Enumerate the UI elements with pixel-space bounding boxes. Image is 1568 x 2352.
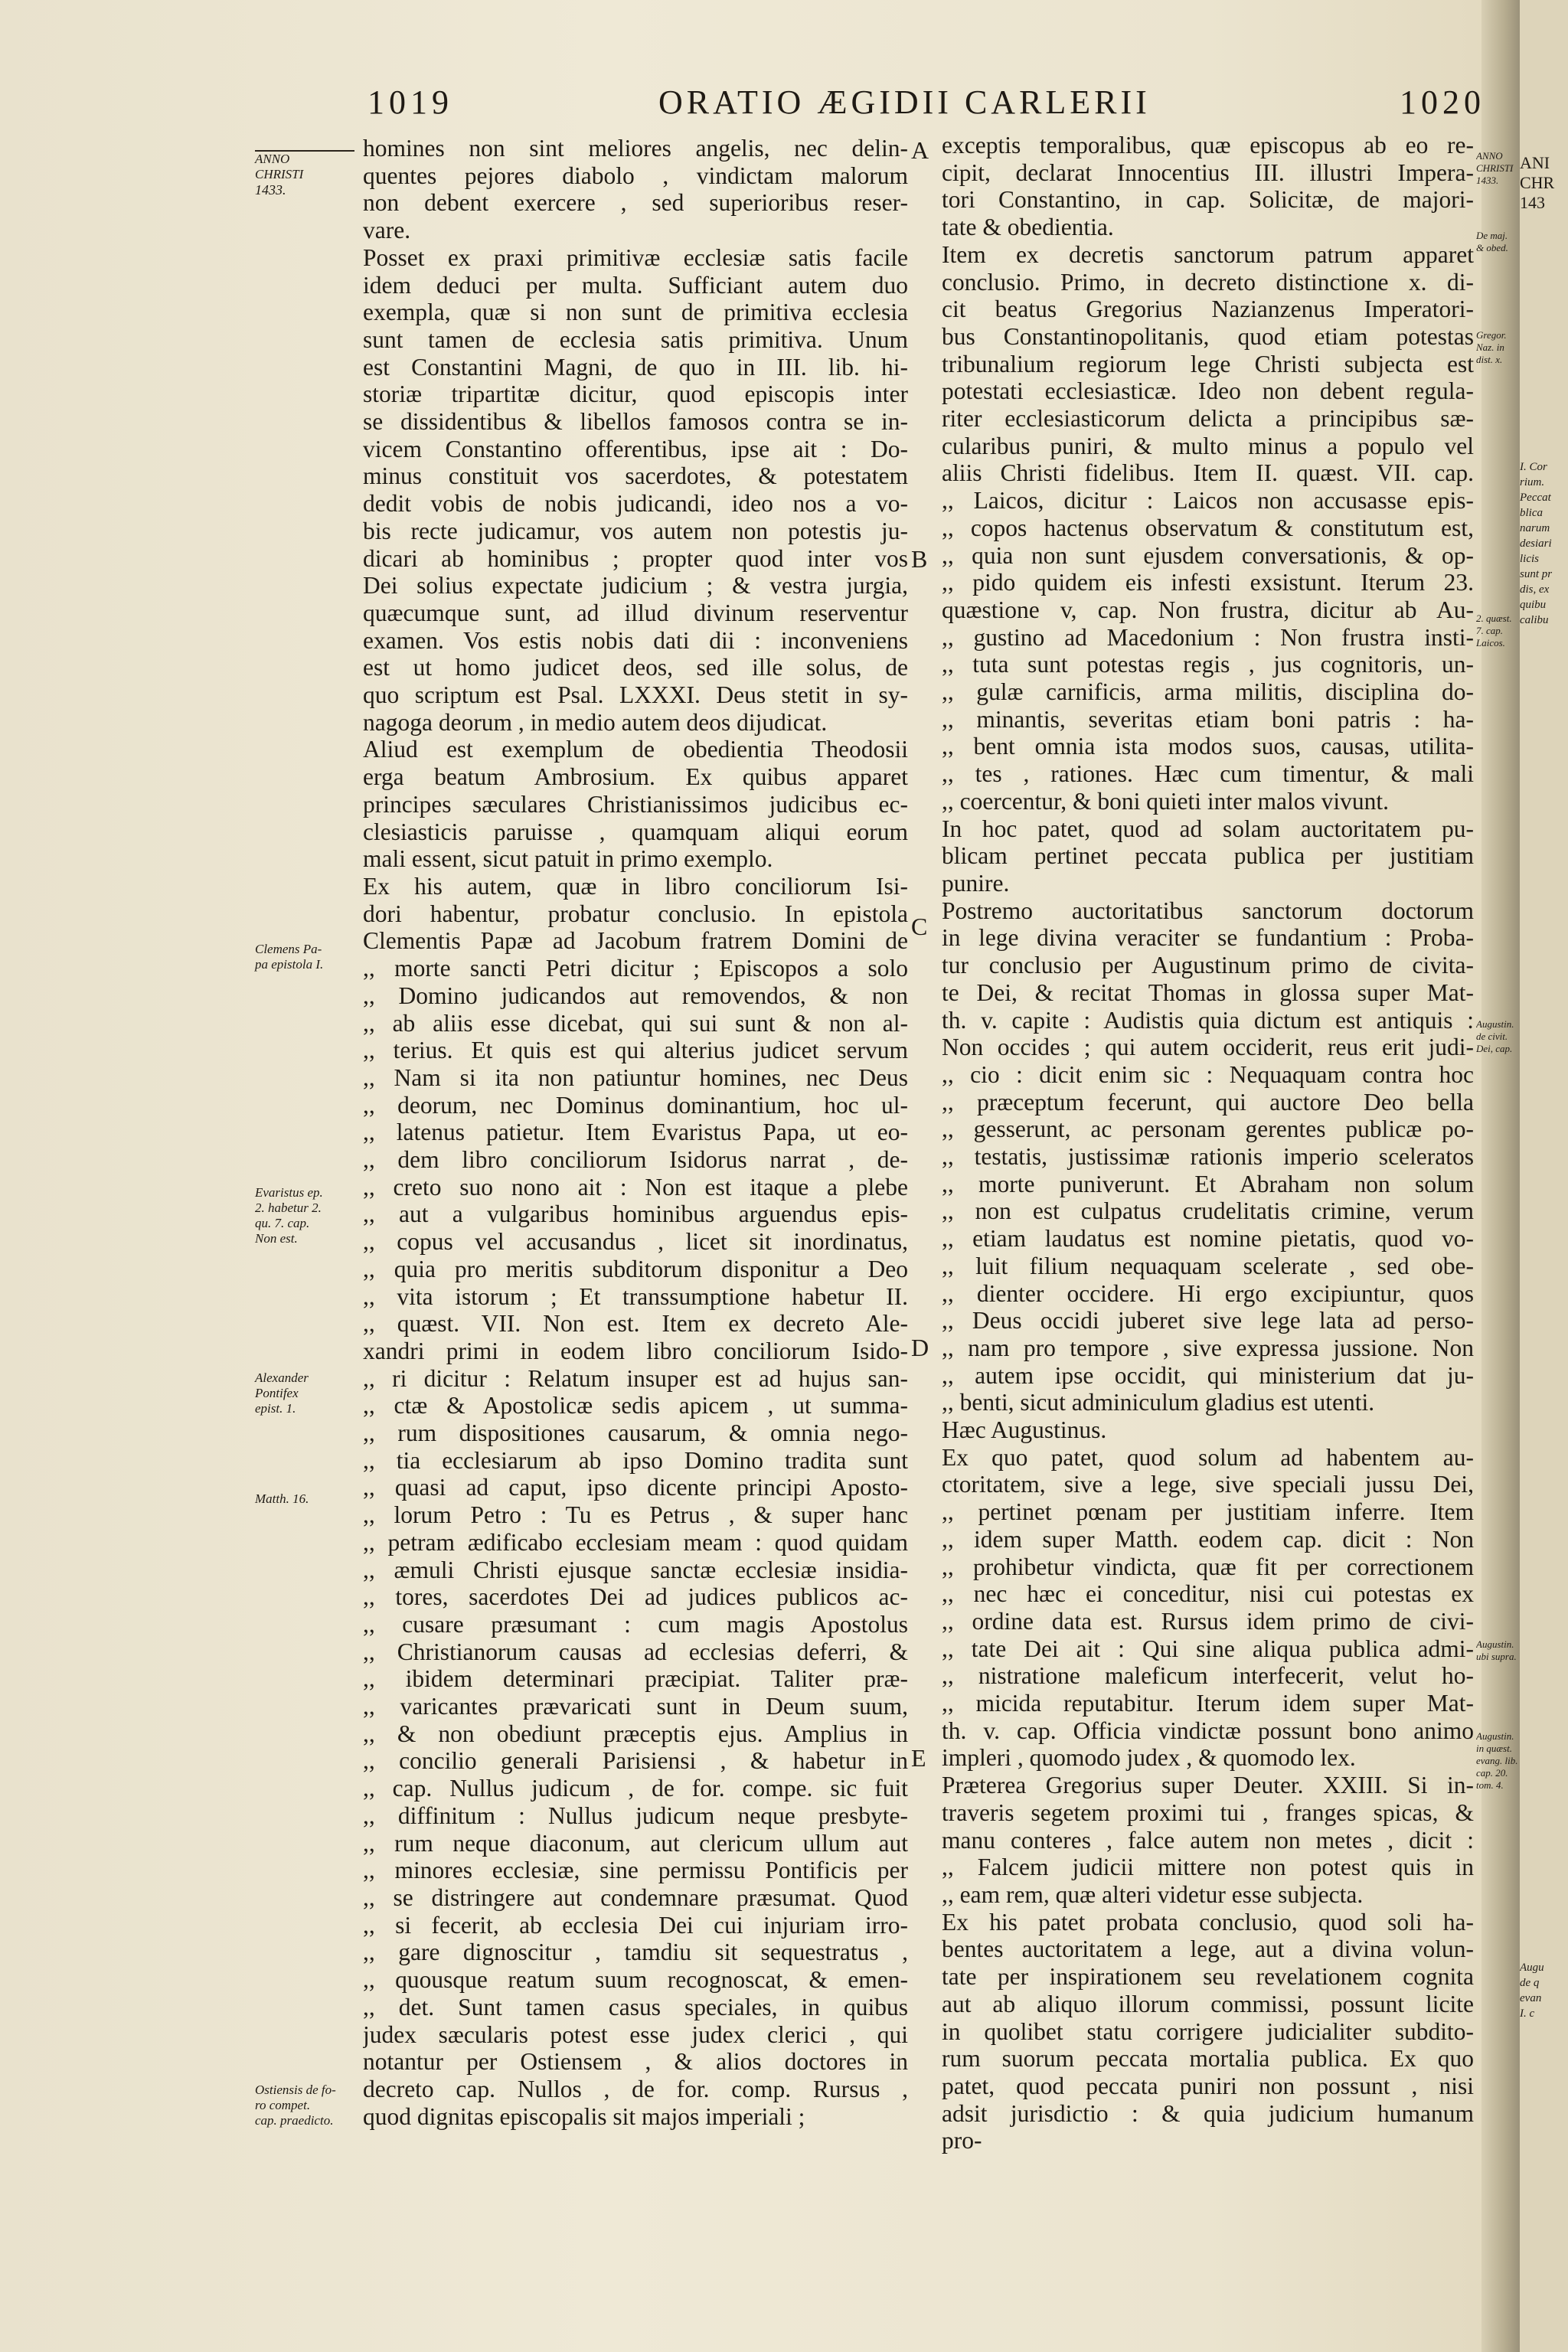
text-line: ,, minantis, severitas etiam boni patris : ha- xyxy=(942,705,1474,733)
text-line: ,, petram ædificabo ecclesiam meam : quod quidam xyxy=(363,1528,908,1556)
margin-note: De maj. & obed. xyxy=(1476,230,1508,253)
text-line: ,, concilio generali Parisiensi , & habetur in xyxy=(363,1747,908,1775)
margin-note: Gregor. Naz. in dist. x. xyxy=(1476,329,1507,365)
text-line: exceptis temporalibus, quæ episcopus ab eo re- xyxy=(942,132,1474,158)
page-number-left: 1019 xyxy=(368,83,453,121)
text-line: cipit, declarat Innocentius III. illustri Impera- xyxy=(942,158,1474,186)
text-line: ,, Nam si ita non patiuntur homines, nec Deus xyxy=(363,1063,908,1091)
text-line: ,, & non obediunt præceptis ejus. Amplius in xyxy=(363,1720,908,1747)
text-line: ,, nam pro tempore , sive expressa jussione. Non xyxy=(942,1334,1474,1361)
section-letter-a: A xyxy=(911,136,929,164)
section-letter-c: C xyxy=(911,913,928,940)
text-line: riter ecclesiasticorum delicta a principibus sæ- xyxy=(942,405,1474,433)
text-line: Ex his patet probata conclusio, quod soli ha- xyxy=(942,1908,1474,1936)
anno-line: 1433. xyxy=(255,182,286,198)
running-title: ORATIO ÆGIDII CARLERII xyxy=(658,83,1151,121)
text-line: ,, dem libro conciliorum Isidorus narrat , de- xyxy=(363,1146,908,1174)
text-line: homines non sint meliores angelis, nec delin- xyxy=(363,135,908,162)
text-line: ,, varicantes prævaricati sunt in Deum suum, xyxy=(363,1693,908,1720)
next-page-anno xyxy=(1520,153,1568,213)
text-line: ,, cio : dicit enim sic : Nequaquam contra hoc xyxy=(942,1060,1474,1088)
text-line: notantur per Ostiensem , & alios doctores in xyxy=(363,2048,908,2076)
text-line: Præterea Gregorius super Deuter. XXIII. Si in- xyxy=(942,1772,1474,1799)
text-line: ,, minores ecclesiæ, sine permissu Pontificis per xyxy=(363,1857,908,1884)
text-line: th. v. capite : Audistis quia dictum est antiquis : xyxy=(942,1006,1474,1034)
text-line: ,, latenus patietur. Item Evaristus Papa, ut eo- xyxy=(363,1119,908,1146)
text-line: est Constantini Magni, de quo in III. lib. hi- xyxy=(363,353,908,381)
text-line: tori Constantino, in cap. Solicitæ, de majori- xyxy=(942,186,1474,214)
text-line: ,, tate Dei ait : Qui sine aliqua publica admi- xyxy=(942,1635,1474,1662)
text-line: ,, Christianorum causas ad ecclesias deferri, & xyxy=(363,1638,908,1665)
text-line: ,, eam rem, quæ alteri videtur esse subjecta. xyxy=(942,1881,1364,1908)
text-line: pro- xyxy=(942,2127,982,2154)
text-line: tate & obedientia. xyxy=(942,214,1114,241)
text-line: punire. xyxy=(942,869,1010,897)
text-line: ,, dienter occidere. Hi ergo excipiuntur, quos xyxy=(942,1279,1474,1307)
text-line: decreto cap. Nullos , de for. comp. Rursus , xyxy=(363,2075,908,2102)
text-line: ,, testatis, justissimæ rationis imperio sceleratos xyxy=(942,1143,1474,1171)
text-line: ,, pido quidem eis infesti exsistunt. Iterum 23. xyxy=(942,569,1474,596)
text-line: quo scriptum est Psal. LXXXI. Deus stetit in sy- xyxy=(363,681,908,709)
text-line: sunt tamen de ecclesia satis primitiva. Unum xyxy=(363,325,908,353)
next-page-anno-line: CHR xyxy=(1520,173,1555,192)
margin-note: 2. quæst. 7. cap. Laicos. xyxy=(1476,612,1512,648)
margin-note: Augustin. ubi supra. xyxy=(1476,1638,1517,1662)
text-line: quæstione v, cap. Non frustra, dicitur ab Au- xyxy=(942,596,1474,623)
text-line: ,, tia ecclesiarum ab ipso Domino tradita sunt xyxy=(363,1446,908,1474)
margin-note: Clemens Pa- pa epistola I. xyxy=(255,942,324,972)
text-line: ,, rum dispositiones causarum, & omnia nego- xyxy=(363,1419,908,1447)
text-line: Aliud est exemplum de obedientia Theodosii xyxy=(363,736,908,763)
text-line: ,, Laicos, dicitur : Laicos non accusasse epis- xyxy=(942,487,1474,514)
text-line: dedit vobis de nobis judicandi, ideo nos a vo- xyxy=(363,490,908,518)
text-line: ,, creto suo nono ait : Non est itaque a plebe xyxy=(363,1173,908,1200)
text-line: Ex his autem, quæ in libro conciliorum Isi- xyxy=(363,872,908,900)
text-line: ,, non est culpatus crudelitatis crimine, verum xyxy=(942,1197,1474,1225)
text-line: Hæc Augustinus. xyxy=(942,1416,1107,1444)
text-line: ,, prohibetur vindicta, quæ fit per correctionem xyxy=(942,1553,1474,1580)
page-number-right: 1020 xyxy=(1400,83,1485,121)
text-line: clesiasticis paruisse , quamquam aliqui eorum xyxy=(363,818,908,845)
text-line: th. v. cap. Officia vindictæ possunt bono animo xyxy=(942,1717,1474,1744)
text-line: Postremo auctoritatibus sanctorum doctorum xyxy=(942,897,1474,924)
text-line: ,, quasi ad caput, ipso dicente principi Aposto- xyxy=(363,1474,908,1501)
text-line: ,, se distringere aut condemnare præsumat. Quod xyxy=(363,1884,908,1911)
text-line: quentes pejores diabolo , vindictam malorum xyxy=(363,162,908,189)
text-line: ,, aut a vulgaribus hominibus arguendus epis- xyxy=(363,1200,908,1228)
text-line: examen. Vos estis nobis dati dii : inconveniens xyxy=(363,626,908,654)
text-line: traveris segetem proximi tui , franges spicas, & xyxy=(942,1798,1474,1826)
text-line: ,, ibidem determinari præcipiat. Taliter præ- xyxy=(363,1665,908,1693)
text-line: ,, nec hæc ei conceditur, nisi cui potestas ex xyxy=(942,1580,1474,1608)
text-line: ,, lorum Petro : Tu es Petrus , & super hanc xyxy=(363,1501,908,1529)
text-line: minus constituit vos sacerdotes, & potestatem xyxy=(363,462,908,490)
margin-note: Augustin. de civit. Dei, cap. xyxy=(1476,1018,1514,1054)
text-line: ,, diffinitum : Nullus judicum neque presbyte- xyxy=(363,1802,908,1829)
text-line: principes sæculares Christianissimos judicibus ec- xyxy=(363,790,908,818)
text-line: bus Constantinopolitanis, quod etiam potestas xyxy=(942,322,1474,350)
text-line: ,, præceptum fecerunt, qui auctore Deo bella xyxy=(942,1088,1474,1116)
text-line: tribunalium regiorum lege Christi subjecta est xyxy=(942,350,1474,377)
text-line: ,, gare dignoscitur , tamdiu sit sequestratus , xyxy=(363,1939,908,1966)
text-line: bis recte judicamur, vos autem non potestis ju- xyxy=(363,517,908,544)
text-line: in quolibet statu corrigere judicialiter subdito- xyxy=(942,2017,1474,2045)
text-line: cit beatus Gregorius Nazianzenus Imperatori- xyxy=(942,296,1474,323)
text-line: tur conclusio per Augustinum primo de civita- xyxy=(942,952,1474,979)
text-line: ,, morte puniverunt. Et Abraham non solum xyxy=(942,1170,1474,1197)
text-line: tate per inspirationem seu revelationem cognita xyxy=(942,1963,1474,1991)
text-line: ,, idem super Matth. eodem cap. dicit : Non xyxy=(942,1525,1474,1553)
text-line: Non occides ; qui autem occiderit, reus erit judi- xyxy=(942,1034,1474,1061)
text-line: quod dignitas episcopalis sit majos imperiali ; xyxy=(363,2102,805,2130)
text-line: ,, æmuli Christi ejusque sanctæ ecclesiæ insidia- xyxy=(363,1556,908,1583)
margin-note: Alexander Pontifex epist. 1. xyxy=(255,1370,309,1416)
text-line: ,, deorum, nec Dominus dominantium, hoc ul- xyxy=(363,1091,908,1119)
text-line: manu conteres , falce autem non metes , dicit : xyxy=(942,1826,1474,1854)
text-line: ,, tes , rationes. Hæc cum timentur, & mali xyxy=(942,760,1474,788)
margin-note: Augu de q evan I. c xyxy=(1520,1962,1544,2020)
text-line: ,, copos hactenus observatum & constitutum est, xyxy=(942,514,1474,541)
text-line: ,, nistratione maleficum interfecerit, velut ho- xyxy=(942,1662,1474,1690)
text-line: ,, gulæ carnificis, arma militis, disciplina do- xyxy=(942,678,1474,706)
text-line: bentes auctoritatem a lege, aut a divina volun- xyxy=(942,1936,1474,1963)
text-line: exempla, quæ si non sunt de primitiva ecclesia xyxy=(363,299,908,326)
text-line: storiæ tripartitæ dicitur, quod episcopis inter xyxy=(363,381,908,408)
text-line: ,, ab aliis esse dicebat, qui sui sunt & non al- xyxy=(363,1009,908,1037)
text-line: te Dei, & recitat Thomas in glossa super Mat- xyxy=(942,978,1474,1006)
text-line: vare. xyxy=(363,217,411,244)
text-line: aliis Christi fidelibus. Item II. quæst. VII. cap. xyxy=(942,459,1474,487)
text-line: xandri primi in eodem libro conciliorum Isido- xyxy=(363,1337,908,1364)
margin-note: Ostiensis de fo- ro compet. cap. praedicto. xyxy=(255,2082,336,2128)
anno-line: ANNO xyxy=(255,152,290,166)
text-line: ,, bent omnia ista modos suos, causas, utilita- xyxy=(942,733,1474,760)
text-line: Posset ex praxi primitivæ ecclesiæ satis facile xyxy=(363,243,908,271)
left-text-column xyxy=(363,135,908,2130)
text-line: potestati ecclesiasticæ. Ideo non debent regula- xyxy=(942,377,1474,405)
margin-note: Evaristus ep. 2. habetur 2. qu. 7. cap. Non est. xyxy=(255,1185,323,1246)
text-line: mali essent, sicut patuit in primo exemplo. xyxy=(363,845,773,873)
text-line: ,, copus vel accusandus , licet sit inordinatus, xyxy=(363,1228,908,1256)
text-line: ,, si fecerit, ab ecclesia Dei cui injuriam irro- xyxy=(363,1911,908,1939)
text-line: ,, tuta sunt potestas regis , jus cognitoris, un- xyxy=(942,651,1474,678)
text-line: conclusio. Primo, in decreto distinctione x. di- xyxy=(942,268,1474,296)
text-line: ,, gustino ad Macedonium : Non frustra insti- xyxy=(942,623,1474,651)
text-line: non debent exercere , sed superioribus reser- xyxy=(363,189,908,217)
text-line: blicam pertinet peccata publica per justitiam xyxy=(942,842,1474,870)
text-line: judex sæcularis potest esse judex clerici , qui xyxy=(363,2020,908,2048)
text-line: aut ab aliquo illorum commissi, possunt licite xyxy=(942,1990,1474,2017)
text-line: ,, autem ipse occidit, qui ministerium dat ju- xyxy=(942,1361,1474,1389)
text-line: ,, quia non sunt ejusdem conversationis, & op- xyxy=(942,541,1474,569)
text-line: ,, tores, sacerdotes Dei ad judices publicos ac- xyxy=(363,1583,908,1611)
text-line: ,, morte sancti Petri dicitur ; Episcopos a solo xyxy=(363,955,908,982)
text-line: ,, ordine data est. Rursus idem primo de civi- xyxy=(942,1607,1474,1635)
text-line: est ut homo judicet deos, sed ille solus, de xyxy=(363,654,908,681)
text-line: dori habentur, probatur conclusio. In epistola xyxy=(363,900,908,927)
text-line: idem deduci per multa. Sufficiant autem duo xyxy=(363,271,908,299)
text-line: ,, quæst. VII. Non est. Item ex decreto Ale- xyxy=(363,1310,908,1338)
text-line: impleri , quomodo judex , & quomodo lex. xyxy=(942,1744,1356,1772)
text-line: ,, micida reputabitur. Iterum idem super Mat- xyxy=(942,1690,1474,1717)
text-line: ,, ctæ & Apostolicæ sedis apicem , ut summa- xyxy=(363,1392,908,1419)
margin-note: Augustin. in quæst. evang. lib. cap. 20. tom. 4. xyxy=(1476,1730,1518,1791)
margin-note: Matth. 16. xyxy=(255,1491,309,1506)
text-line: Clementis Papæ ad Jacobum fratrem Domini de xyxy=(363,927,908,955)
text-line: ,, coercentur, & boni quieti inter malos vivunt. xyxy=(942,787,1389,815)
text-line: nagoga deorum , in medio autem deos dijudicat. xyxy=(363,708,828,736)
section-letter-e: E xyxy=(911,1744,926,1772)
next-page-anno-line: ANI xyxy=(1520,153,1550,172)
text-line: ,, det. Sunt tamen casus speciales, in quibus xyxy=(363,1993,908,2020)
text-line: patet, quod peccata puniri non possunt , nisi xyxy=(942,2072,1474,2099)
text-line: ,, cusare præsumant : cum magis Apostolus xyxy=(363,1610,908,1638)
text-line: ctoritatem, sive a lege, sive speciali jussu Dei, xyxy=(942,1471,1474,1498)
next-page-edge xyxy=(1520,0,1568,2352)
text-line: rum suorum peccata mortalia publica. Ex quo xyxy=(942,2045,1474,2073)
text-line: ,, etiam laudatus est nomine pietatis, quod vo- xyxy=(942,1225,1474,1253)
text-line: ,, quia pro meritis subditorum disponitur a Deo xyxy=(363,1255,908,1282)
text-line: ,, vita istorum ; Et transsumptione habetur II. xyxy=(363,1282,908,1310)
text-line: ,, Domino judicandos aut removendos, & non xyxy=(363,982,908,1009)
text-line: Ex quo patet, quod solum ad habentem au- xyxy=(942,1443,1474,1471)
text-line: ,, terius. Et quis est qui alterius judicet servum xyxy=(363,1037,908,1064)
text-line: adsit jurisdictio : & quia judicium humanum xyxy=(942,2099,1474,2127)
text-line: in lege divina veraciter se fundantium : Proba- xyxy=(942,924,1474,952)
section-letter-d: D xyxy=(911,1334,929,1361)
text-line: ,, pertinet pœnam per justitiam inferre. Item xyxy=(942,1498,1474,1526)
text-line: ,, luit filium nequaquam scelerate , sed obe- xyxy=(942,1252,1474,1279)
text-line: ,, Deus occidi juberet sive lege lata ad perso- xyxy=(942,1307,1474,1334)
text-line: ,, ri dicitur : Relatum insuper est ad hujus san- xyxy=(363,1364,908,1392)
text-line: quæcumque sunt, ad illud divinum reserventur xyxy=(363,599,908,626)
text-line: ,, quousque reatum suum recognoscat, & emen- xyxy=(363,1966,908,1994)
text-line: se dissidentibus & libellos famosos contra se in- xyxy=(363,408,908,436)
text-line: ,, benti, sicut adminiculum gladius est utenti. xyxy=(942,1389,1375,1416)
margin-note: ANNO CHRISTI 1433. xyxy=(1476,150,1514,186)
section-letter-b: B xyxy=(911,545,928,573)
text-line: Item ex decretis sanctorum patrum apparet xyxy=(942,240,1474,268)
text-line: dicari ab hominibus ; propter quod inter vos xyxy=(363,544,908,572)
text-line: ,, cap. Nullus judicum , de for. compe. sic fuit xyxy=(363,1775,908,1802)
text-line: In hoc patet, quod ad solam auctoritatem pu- xyxy=(942,815,1474,842)
text-line: ,, Falcem judicii mittere non potest quis in xyxy=(942,1854,1474,1881)
next-page-anno-line: 143 xyxy=(1520,193,1545,212)
right-text-column xyxy=(942,132,1474,2154)
anno-christi xyxy=(255,152,354,198)
text-line: Dei solius expectate judicium ; & vestra jurgia, xyxy=(363,572,908,599)
text-line: ,, rum neque diaconum, aut clericum ullum aut xyxy=(363,1829,908,1857)
text-line: erga beatum Ambrosium. Ex quibus apparet xyxy=(363,763,908,791)
text-line: vicem Constantino offerentibus, ipse ait : Do- xyxy=(363,435,908,462)
anno-line: CHRISTI xyxy=(255,167,304,181)
page-header xyxy=(368,83,1501,129)
text-line: ,, gesserunt, ac personam gerentes publicæ po- xyxy=(942,1116,1474,1143)
margin-note: I. Cor rium. Peccat blica narum desiari licis sunt pr dis, ex quibu calibu xyxy=(1520,461,1553,626)
text-line: cularibus puniri, & multo minus a populo vel xyxy=(942,432,1474,459)
